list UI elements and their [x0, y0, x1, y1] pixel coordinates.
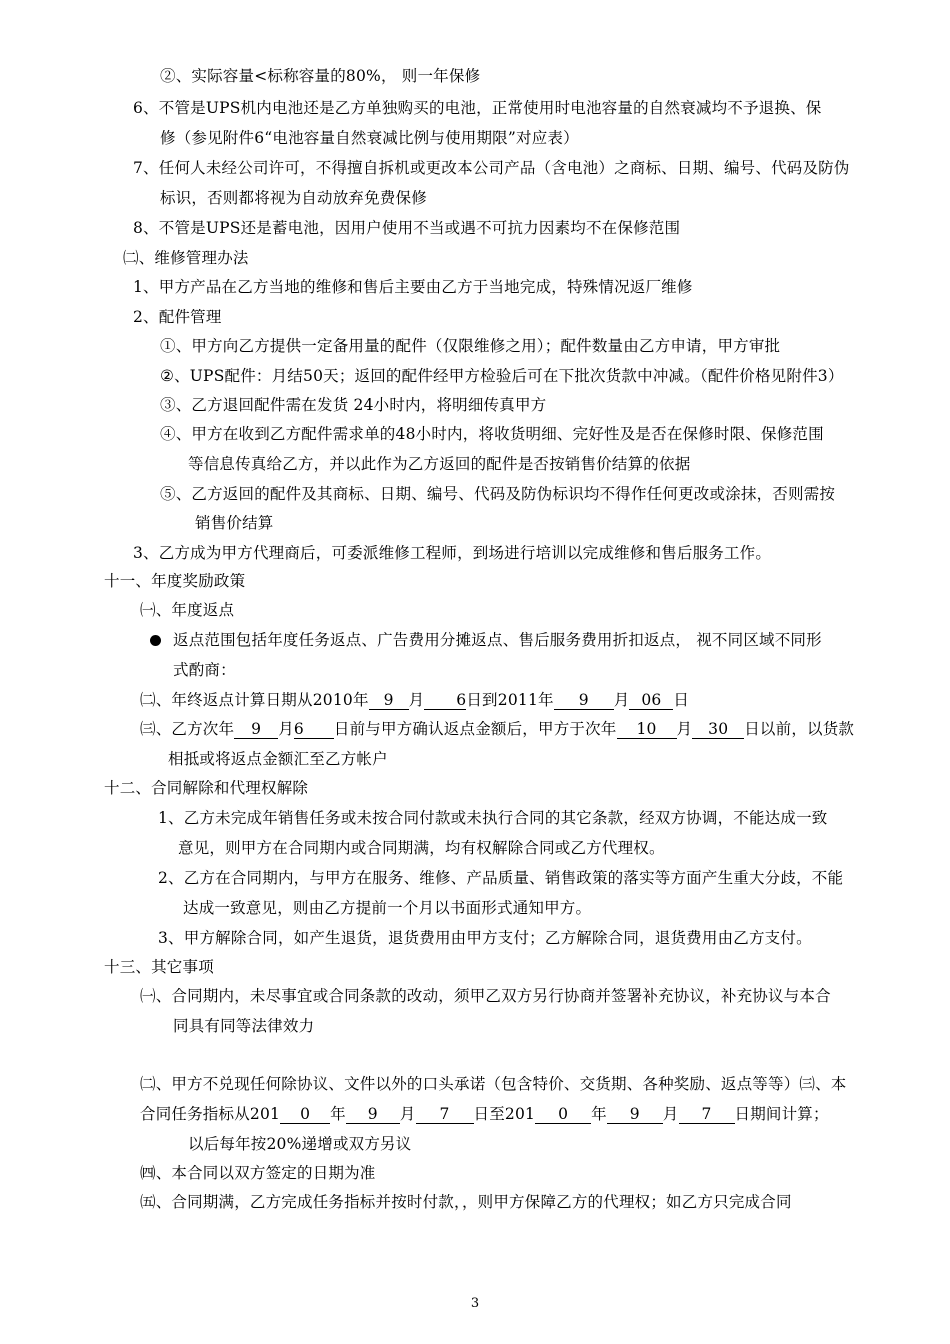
fill-task-day-end: 7	[679, 1106, 735, 1124]
fill-task-month-end: 9	[607, 1106, 663, 1124]
rebate-period-line	[140, 690, 689, 710]
fill-month-start: 9	[369, 692, 409, 710]
bullet-icon	[150, 635, 161, 646]
label-month: 月	[408, 691, 425, 709]
rebate-scope-cont: 式酌商：	[173, 661, 236, 679]
fill-day-start: 6	[424, 692, 466, 710]
label-year: 年	[330, 1105, 346, 1123]
parts-item-3: ③、乙方退回配件需在发货 24小时内，将明细传真甲方	[160, 396, 547, 414]
label-year-2: 年	[591, 1105, 607, 1123]
fill-confirm-day: 6	[294, 721, 334, 739]
clause-7: 7、任何人未经公司许可，不得擅自拆机或更改本公司产品（含电池）之商标、日期、编号、代码及防伪	[133, 159, 850, 177]
repair-item-1: 1、甲方产品在乙方当地的维修和售后主要由乙方于当地完成，特殊情况返厂维修	[133, 278, 693, 296]
parts-item-2: ②、UPS配件：月结50天；返回的配件经甲方检验后可在下批次货款中冲减。（配件价格见附件3）	[160, 367, 844, 385]
clause-7-cont: 标识，否则都将视为自动放弃免费保修	[160, 189, 427, 207]
rebate-scope	[150, 630, 822, 650]
label-month-6: 月	[662, 1105, 679, 1123]
fill-pay-day: 30	[692, 721, 744, 739]
termination-item-1-cont: 意见，则甲方在合同期内或合同期满，均有权解除合同或乙方代理权。	[178, 839, 665, 857]
fill-month-end: 9	[554, 692, 614, 710]
label-month-2: 月	[613, 691, 630, 709]
label-month-4: 月	[676, 720, 693, 738]
rebate-period-to: 日到2011年	[466, 691, 554, 709]
section-12-heading: 十二、合同解除和代理权解除	[104, 779, 309, 797]
annual-rebate-heading: ㈠、年度返点	[140, 601, 235, 619]
rebate-confirm-text: ㈢、乙方次年	[140, 720, 235, 738]
termination-item-1: 1、乙方未完成年销售任务或未按合同付款或未执行合同的其它条款，经双方协调，不能达成一致	[158, 809, 828, 827]
label-month-3: 月	[278, 720, 294, 738]
clause-warranty-capacity: ②、实际容量<标称容量的80%， 则一年保修	[160, 67, 481, 85]
task-period-cont: 以后每年按20%递增或双方另议	[188, 1135, 412, 1153]
task-period-line	[140, 1104, 829, 1124]
other-item-1: ㈠、合同期内，未尽事宜或合同条款的改动，须甲乙双方另行协商并签署补充协议，补充协议与本合	[140, 987, 831, 1005]
termination-item-2: 2、乙方在合同期内，与甲方在服务、维修、产品质量、销售政策的落实等方面产生重大分歧，不能	[158, 869, 844, 887]
rebate-confirm-cont: 相抵或将返点金额汇至乙方帐户	[168, 750, 388, 768]
parts-item-4-cont: 等信息传真给乙方，并以此作为乙方返回的配件是否按销售价结算的依据	[188, 455, 691, 473]
section-13-heading: 十三、其它事项	[104, 958, 214, 976]
rebate-confirm-mid: 日前与甲方确认返点金额后，甲方于次年	[333, 720, 617, 738]
repair-item-2: 2、配件管理	[133, 308, 222, 326]
clause-8: 8、不管是UPS还是蓄电池，因用户使用不当或遇不可抗力因素均不在保修范围	[133, 219, 681, 237]
rebate-confirm-line	[140, 719, 854, 739]
section-11-heading: 十一、年度奖励政策	[104, 572, 246, 590]
fill-confirm-month: 9	[234, 721, 278, 739]
termination-item-2-cont: 达成一致意见，则由乙方提前一个月以书面形式通知甲方。	[183, 899, 592, 917]
task-period-end: 日期间计算；	[734, 1105, 829, 1123]
page-number: 3	[470, 1296, 480, 1311]
task-period-text: 合同任务指标从201	[140, 1105, 281, 1123]
fill-task-month-start: 9	[346, 1106, 400, 1124]
label-day: 日	[673, 691, 690, 709]
parts-item-5-cont: 销售价结算	[195, 514, 274, 532]
other-item-2: ㈡、甲方不兑现任何除协议、文件以外的口头承诺（包含特价、交货期、各种奖励、返点等等）㈢、本	[140, 1075, 847, 1093]
termination-item-3: 3、甲方解除合同，如产生退货，退货费用由甲方支付；乙方解除合同，退货费用由乙方支付。	[158, 929, 812, 947]
other-item-1-cont: 同具有同等法律效力	[173, 1017, 315, 1035]
rebate-period-text: ㈡、年终返点计算日期从2010年	[140, 691, 369, 709]
parts-item-4: ④、甲方在收到乙方配件需求单的48小时内，将收货明细、完好性及是否在保修时限、保修范围	[160, 425, 824, 443]
other-item-4: ㈣、本合同以双方签定的日期为准	[140, 1164, 376, 1182]
clause-6-cont: 修（参见附件6“电池容量自然衰减比例与使用期限”对应表）	[160, 129, 579, 147]
rebate-confirm-end: 日以前，以货款	[744, 720, 855, 738]
other-item-5: ㈤、合同期满，乙方完成任务指标并按时付款，，则甲方保障乙方的代理权；如乙方只完成合同	[140, 1193, 792, 1211]
parts-item-5: ⑤、乙方返回的配件及其商标、日期、编号、代码及防伪标识均不得作任何更改或涂抹，否则需按	[160, 485, 836, 503]
task-period-to: 日至201	[473, 1105, 536, 1123]
section-repair-management: ㈡、维修管理办法	[123, 249, 249, 267]
parts-item-1: ①、甲方向乙方提供一定备用量的配件（仅限维修之用）；配件数量由乙方申请，甲方审批	[160, 337, 781, 355]
repair-item-3: 3、乙方成为甲方代理商后，可委派维修工程师，到场进行培训以完成维修和售后服务工作。	[133, 544, 772, 562]
clause-6: 6、不管是UPS机内电池还是乙方单独购买的电池，正常使用时电池容量的自然衰减均不予退换、保	[133, 99, 822, 117]
rebate-scope-text: 返点范围包括年度任务返点、广告费用分摊返点、售后服务费用折扣返点， 视不同区域不同形	[173, 631, 822, 649]
fill-pay-month: 10	[617, 721, 677, 739]
fill-task-day-start: 7	[416, 1106, 474, 1124]
fill-year-start: 0	[280, 1106, 330, 1124]
fill-day-end: 06	[629, 692, 673, 710]
fill-year-end: 0	[535, 1106, 591, 1124]
label-month-5: 月	[399, 1105, 416, 1123]
